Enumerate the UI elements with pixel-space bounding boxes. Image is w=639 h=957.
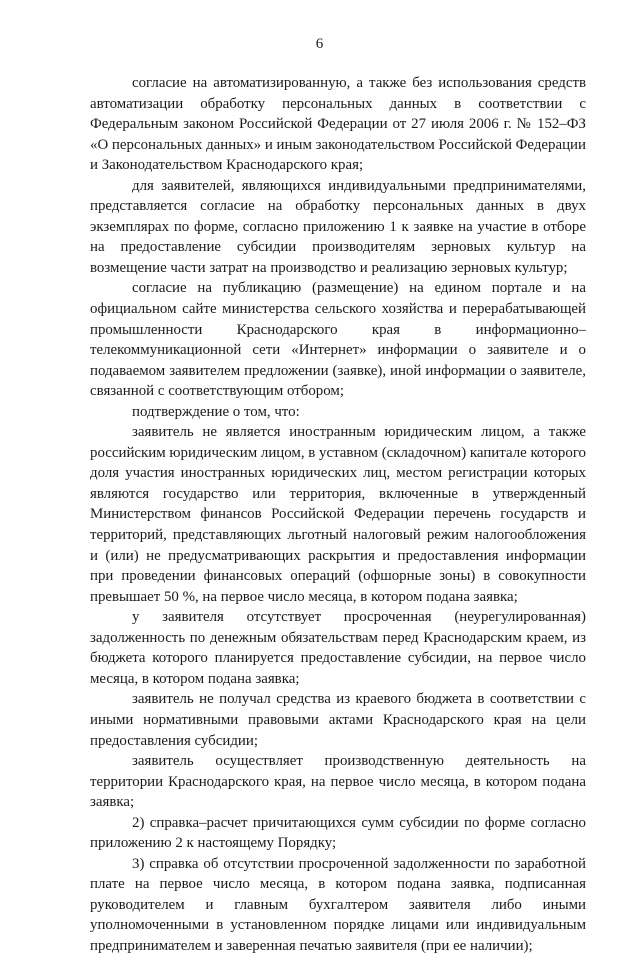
- paragraph-consent-entrepreneurs: для заявителей, являющихся индивидуальными предпринимателями, представляется согласие на обработку персональных данных в двух экземплярах по форме, согласно приложению 1 к заявке на участие в отборе на предоставление субсидии производителям зерновых культур на возмещение части затрат на производство и реализацию зерновых культур;: [90, 177, 586, 276]
- paragraph-item-2-calculation: 2) справка–расчет причитающихся сумм субсидии по форме согласно приложению 2 к настоящему Порядку;: [90, 814, 586, 852]
- paragraph-not-foreign-entity: заявитель не является иностранным юридическим лицом, а также российским юридическим лицом, в уставном (складочном) капитале которого доля участия иностранных юридических лиц, местом регистрации которых являются государство или территория, включенные в утвержденный Министерством финансов Российской Федерации перечень государств и территорий, представляющих льготный налоговый режим налогообложения и (или) не предусматривающих раскрытия и предоставления информации при проведении финансовых операций (офшорные зоны) в совокупности превышает 50 %, на первое число месяца, в котором подана заявка;: [90, 424, 587, 605]
- paragraph-consent-automated: согласие на автоматизированную, а также без использования средств автоматизации обработку персональных данных в соответствии с Федеральным законом Российской Федерации от 27 июля 2006 г. № 152–ФЗ «О персональных данных» и иным законодательством Российской Федерации и Законодательством Краснодарского края;: [90, 75, 586, 174]
- paragraph-item-3-salary-certificate: 3) справка об отсутствии просроченной задолженности по заработной плате на первое число месяца, в котором подана заявка, подписанная руководителем и главным бухгалтером заявителя либо иными уполномоченными в установленном порядке лицами или индивидуальным предпринимателем и заверенная печатью заявителя (при ее наличии);: [90, 855, 586, 954]
- paragraph-no-budget-funds: заявитель не получал средства из краевого бюджета в соответствии с иными нормативными правовыми актами Краснодарского края на цели предоставления субсидии;: [90, 691, 586, 749]
- page-number: 6: [315, 36, 324, 52]
- paragraph-no-overdue-debt: у заявителя отсутствует просроченная (неурегулированная) задолженность по денежным обязательствам перед Краснодарским краем, из бюджета которого планируется предоставление субсидии, на первое число месяца, в котором подана заявка;: [90, 609, 586, 687]
- document-body: [90, 73, 586, 957]
- paragraph-consent-publication: согласие на публикацию (размещение) на едином портале и на официальном сайте министерства сельского хозяйства и перерабатывающей промышленности Краснодарского края в информационно–телекоммуникационной сети «Интернет» информации о заявителе и о подаваемом заявителем предложении (заявке), иной информации о заявителе, связанной с соответствующим отбором;: [90, 280, 586, 400]
- paragraph-confirmation-intro: подтверждение о том, что:: [132, 403, 300, 420]
- paragraph-production-activity: заявитель осуществляет производственную деятельность на территории Краснодарского края, на первое число месяца, в котором подана заявка;: [90, 753, 586, 811]
